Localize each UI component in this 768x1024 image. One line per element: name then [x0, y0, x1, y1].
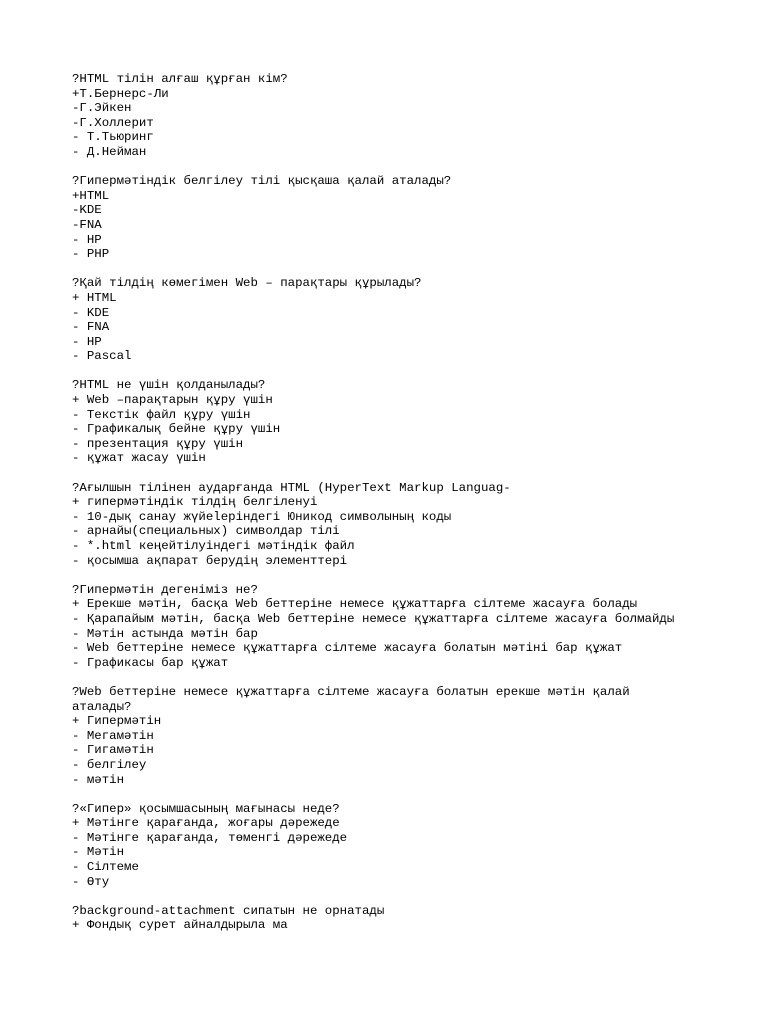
answer-option: + Гипермәтін [72, 714, 162, 729]
question-block-1 [72, 72, 712, 160]
answer-option: - Мегамәтін [72, 728, 154, 743]
answer-option: - белгілеу [72, 757, 147, 772]
answer-option: - презентация құру үшін [72, 436, 244, 451]
answer-option: - HP [72, 232, 102, 247]
question-block-3 [72, 276, 712, 364]
answer-option: - 10-дық санау жүйеleріндегі Юникод символының коды [72, 509, 452, 524]
answer-option: - Графикасы бар құжат [72, 655, 229, 670]
question-text: ?Гипермәтін дегеніміз не? [72, 582, 258, 597]
answer-option: - арнайы(специальных) символдар тілі [72, 524, 340, 539]
answer-option: + Ерекше мәтін, басқа Web беттеріне немесе құжаттарға сілтеме жасауға болады [72, 597, 638, 612]
question-block-8 [72, 802, 712, 890]
answer-option: - Мәтінге қарағанда, төменгі дәрежеде [72, 830, 348, 845]
answer-option: - Гигамәтін [72, 743, 154, 758]
answer-option: + HTML [72, 290, 117, 305]
answer-option: - Қарапайым мәтін, басқа Web беттеріне немесе құжаттарға сілтеме жасауға болмайды [72, 611, 675, 626]
answer-option: - Pascal [72, 349, 132, 364]
answer-option: - Текстік файл құру үшін [72, 407, 251, 422]
answer-option: - HP [72, 334, 102, 349]
answer-option: + Web –парақтарын құру үшін [72, 393, 273, 408]
answer-option: +Т.Бернерс-Ли [72, 86, 169, 101]
question-block-9 [72, 904, 712, 933]
answer-option: - құжат жасау үшін [72, 451, 206, 466]
answer-option: + Фондық сурет айналдырыла ма [72, 918, 288, 933]
question-text: ?«Гипер» қосымшасының мағынасы неде? [72, 801, 340, 816]
answer-option: -Г.Холлерит [72, 115, 154, 130]
question-text: ?HTML тілін алғаш құрған кім? [72, 72, 288, 86]
answer-option: + гипермәтіндік тілдің белгіленуі [72, 495, 318, 510]
question-text: ?Қай тілдің көмегімен Web – парақтары құрылады? [72, 276, 422, 291]
answer-option: - Сілтеме [72, 860, 139, 875]
answer-option: - Өту [72, 874, 110, 889]
question-text: ?HTML не үшін қолданылады? [72, 378, 266, 393]
answer-option: -Г.Эйкен [72, 101, 132, 116]
answer-option: - мәтін [72, 772, 125, 787]
question-block-7 [72, 685, 712, 787]
answer-option: - *.html кеңейтілуіндегі мәтіндік файл [72, 539, 355, 553]
answer-option: +HTML [72, 188, 110, 203]
question-text: ?Ағылшын тілінен аударғанда HTML (HyperText Markup Languag- [72, 480, 511, 495]
question-block-2 [72, 174, 712, 262]
answer-option: - Т.Тьюринг [72, 130, 154, 145]
answer-option: - KDE [72, 305, 110, 320]
question-block-6 [72, 583, 712, 671]
question-text-line-1: ?Web беттеріне немесе құжаттарға сілтеме жасауға болатын ерекше мәтін қалай [72, 684, 630, 699]
answer-option: -KDE [72, 203, 102, 218]
answer-option: - FNA [72, 320, 110, 335]
question-block-5 [72, 481, 712, 569]
question-block-4 [72, 378, 712, 466]
question-text: ?background-attachment сипатын не орнатады [72, 903, 385, 918]
answer-option: - Графикалық бейне құру үшін [72, 422, 281, 437]
question-text: ?Гипермәтіндік белгілеу тілі қысқаша қалай аталады? [72, 174, 452, 189]
answer-option: -FNA [72, 217, 102, 232]
answer-option: + Мәтінге қарағанда, жоғары дәрежеде [72, 816, 340, 831]
answer-option: - Д.Нейман [72, 144, 147, 159]
answer-option: - қосымша ақпарат берудің элементтері [72, 553, 348, 568]
document-page [72, 72, 712, 948]
answer-option: - Мәтін астында мәтін бар [72, 626, 258, 641]
question-text-line-2: аталады? [72, 699, 132, 714]
answer-option: - Web беттеріне немесе құжаттарға сілтеме жасауға болатын мәтіні бар құжат [72, 641, 623, 656]
answer-option: - Мәтін [72, 845, 125, 860]
answer-option: - PHP [72, 247, 110, 262]
